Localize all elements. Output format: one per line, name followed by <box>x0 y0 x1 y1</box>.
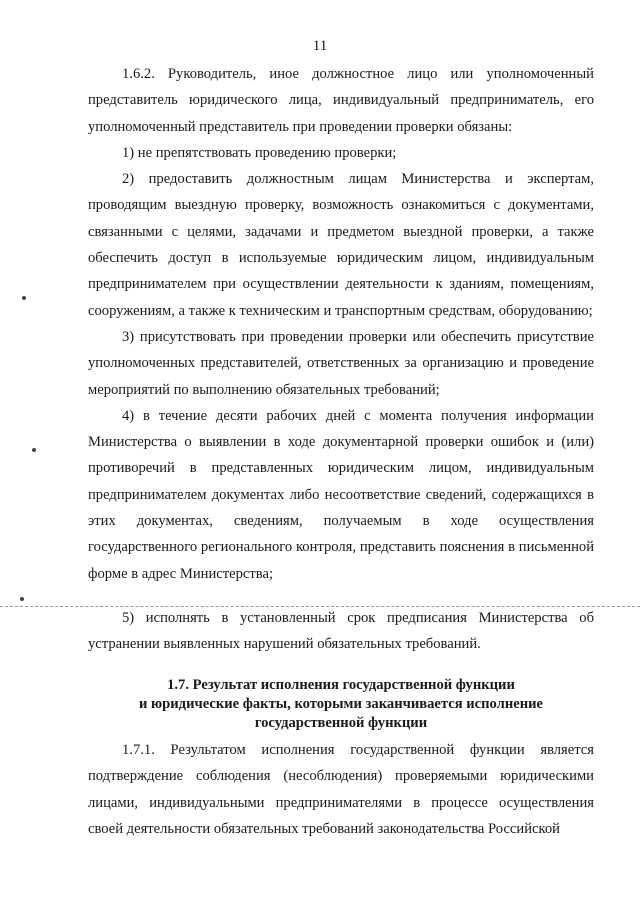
obligation-item-2: 2) предоставить должностным лицам Министерства и экспертам, проводящим выездную проверку, возможность ознакомиться с документами, связанными с целями, задачами и предметом выездной проверки, а также обеспечить доступ в используемые юридическим лицом, индивидуальным предпринимателем при осуществлении деятельности к зданиям, помещениям, сооружениям, а также к техническим и транспортным средствам, оборудованию; <box>88 171 594 319</box>
section-1-7-1 <box>88 737 594 842</box>
section-1-6-2 <box>88 61 594 587</box>
scan-speck <box>32 448 36 452</box>
scan-speck <box>20 597 24 601</box>
scan-speck <box>22 296 26 300</box>
page-number: 11 <box>312 38 328 54</box>
obligation-item-1: 1) не препятствовать проведению проверки; <box>122 144 397 161</box>
section-1-7-1-paragraph: 1.7.1. Результатом исполнения государственной функции является подтверждение соблюдения (несоблюдения) проверяемыми юридическими лицами, индивидуальными предпринимателями в процессе осуществления своей деятельности обязательных требований законодательства Российской <box>88 742 594 837</box>
section-1-6-2-intro: 1.6.2. Руководитель, иное должностное лицо или уполномоченный представитель юридического лица, индивидуальный предприниматель, его уполномоченный представитель при проведении проверки обязаны: <box>88 66 594 135</box>
heading-line-3: государственной функции <box>254 715 428 731</box>
obligation-item-3: 3) присутствовать при проведении проверки или обеспечить присутствие уполномоченных представителей, ответственных за организацию и проведение мероприятий по выполнению обязательных требований; <box>88 328 594 398</box>
obligation-item-5: 5) исполнять в установленный срок предписания Министерства об устранении выявленных нарушений обязательных требований. <box>88 610 594 653</box>
section-1-6-2-continued <box>88 605 594 658</box>
heading-line-1: 1.7. Результат исполнения государственной функции <box>167 677 515 693</box>
obligation-item-4: 4) в течение десяти рабочих дней с момента получения информации Министерства о выявлении в ходе документарной проверки ошибок и (или) противоречий в представленных юридическим лицом, индивидуальным предпринимателем документах либо несоответствие сведений, содержащихся в этих документах, сведениям, получаемым в ходе осуществления государственного регионального контроля, представить пояснения в письменной форме в адрес Министерства; <box>88 407 594 582</box>
heading-line-2: и юридические факты, которыми заканчивается исполнение <box>138 696 544 712</box>
section-1-7-heading <box>88 676 594 733</box>
